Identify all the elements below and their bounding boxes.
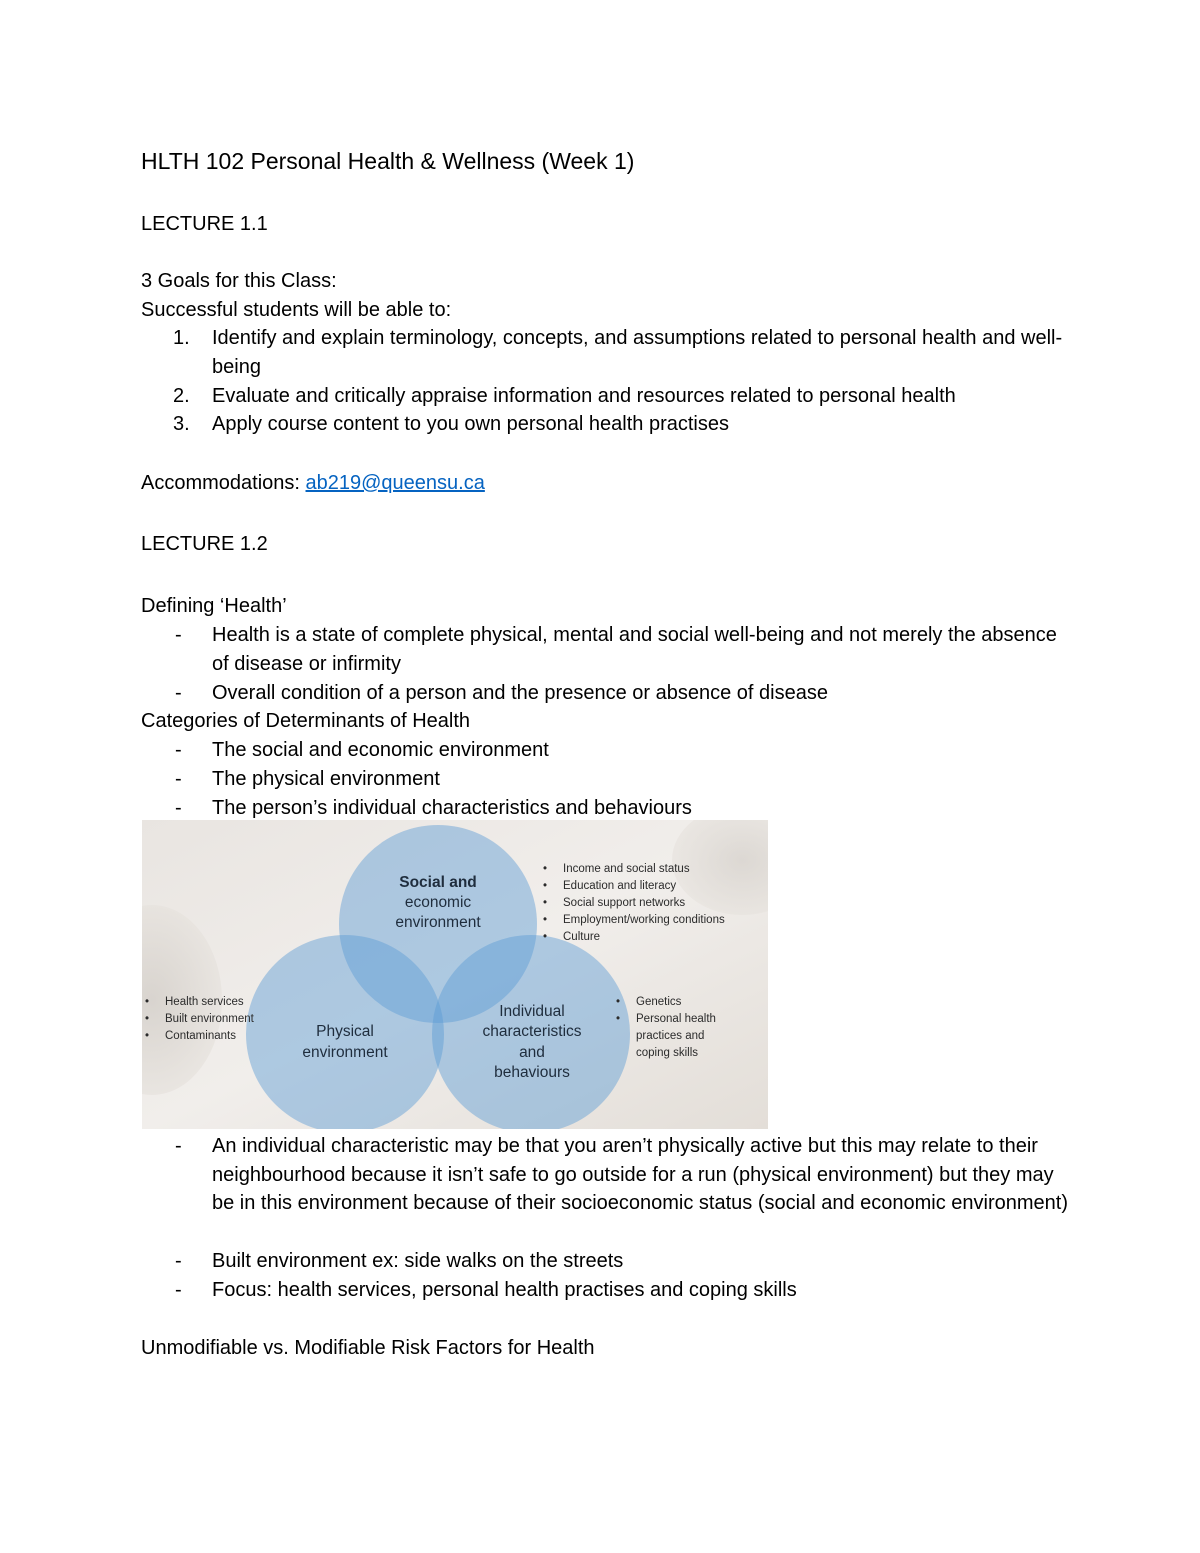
bullet-dash: - — [175, 624, 182, 646]
social-bullet-dot: • — [543, 897, 548, 909]
defining-item: Overall condition of a person and the presence or absence of disease — [212, 682, 828, 704]
social-bullet-dot: • — [543, 863, 548, 875]
bullet-dash: - — [175, 1135, 182, 1157]
accommodations-email-link[interactable]: ab219@queensu.ca — [305, 472, 485, 494]
category-item: The person’s individual characteristics and behaviours — [212, 797, 692, 819]
lecture-1-1-heading: LECTURE 1.1 — [141, 213, 268, 235]
goal-number: 3. — [173, 413, 190, 435]
category-item: The physical environment — [212, 768, 440, 790]
social-bullet-dot: • — [543, 914, 548, 926]
individual-bullet: coping skills — [636, 1047, 698, 1059]
explanation-item: Built environment ex: side walks on the streets — [212, 1250, 624, 1272]
goal-item: Apply course content to you own personal health practises — [212, 413, 729, 435]
defining-health-heading: Defining ‘Health’ — [141, 595, 287, 617]
physical-bullet-dot: • — [145, 996, 150, 1008]
bullet-dash: - — [175, 797, 182, 819]
bullet-dash: - — [175, 682, 182, 704]
social-label-line: economic — [404, 894, 472, 911]
physical-bullet-dot: • — [145, 1030, 150, 1042]
social-bullet: Income and social status — [563, 863, 690, 875]
goals-heading: 3 Goals for this Class: — [141, 270, 337, 292]
determinants-venn-figure — [142, 820, 768, 1129]
physical-bullet-dot: • — [145, 1013, 150, 1025]
social-bullet-dot: • — [543, 931, 548, 943]
social-bullet: Culture — [563, 931, 601, 943]
goal-item: Evaluate and critically appraise information and resources related to personal health — [212, 385, 956, 407]
categories-heading: Categories of Determinants of Health — [141, 710, 471, 732]
physical-bullet: Health services — [165, 996, 244, 1008]
document-title: HLTH 102 Personal Health & Wellness (Week 1) — [141, 148, 635, 174]
accommodations-line — [141, 469, 485, 497]
category-item: The social and economic environment — [212, 739, 549, 761]
defining-item: Health is a state of complete physical, mental and social well-being and not merely the absence of disease or infirmity — [212, 624, 1057, 675]
risk-factors-heading: Unmodifiable vs. Modifiable Risk Factors for Health — [141, 1337, 595, 1359]
physical-label-line: environment — [302, 1044, 388, 1061]
social-bullet: Employment/working conditions — [563, 914, 725, 926]
physical-bullet: Built environment — [165, 1013, 254, 1025]
social-bullet: Social support networks — [563, 897, 686, 909]
bullet-dash: - — [175, 1279, 182, 1301]
bullet-dash: - — [175, 1250, 182, 1272]
individual-label-line: Individual — [499, 1003, 565, 1020]
goals-intro: Successful students will be able to: — [141, 299, 452, 321]
individual-bullet-dot: • — [616, 996, 621, 1008]
social-bullet: Education and literacy — [563, 880, 677, 892]
physical-bullet: Contaminants — [165, 1030, 236, 1042]
accommodations-label: Accommodations: — [141, 472, 306, 494]
individual-label-line: behaviours — [494, 1064, 570, 1081]
venn-diagram — [142, 820, 768, 1129]
individual-bullet-dot: • — [616, 1013, 621, 1025]
goal-number: 2. — [173, 385, 190, 407]
individual-label-line: and — [519, 1044, 545, 1061]
explanation-item: An individual characteristic may be that you aren’t physically active but this may relate to their neighbourhood because it isn’t safe to go outside for a run (physical environment) but they may be in this environment because of their socioeconomic status (social and economic environment) — [212, 1135, 1068, 1214]
explanation-item: Focus: health services, personal health practises and coping skills — [212, 1279, 797, 1301]
individual-label-line: characteristics — [482, 1023, 582, 1040]
physical-label-line: Physical — [316, 1023, 374, 1040]
bullet-dash: - — [175, 768, 182, 790]
goal-number: 1. — [173, 327, 190, 349]
lecture-1-2-heading: LECTURE 1.2 — [141, 533, 268, 555]
individual-bullet: Genetics — [636, 996, 682, 1008]
bullet-dash: - — [175, 739, 182, 761]
individual-bullet: Personal health — [636, 1013, 716, 1025]
social-bullet-dot: • — [543, 880, 548, 892]
social-label-line: Social and — [399, 874, 477, 891]
individual-bullet: practices and — [636, 1030, 705, 1042]
goal-item: Identify and explain terminology, concepts, and assumptions related to personal health and well-being — [212, 327, 1063, 378]
social-label-line: environment — [395, 914, 481, 931]
